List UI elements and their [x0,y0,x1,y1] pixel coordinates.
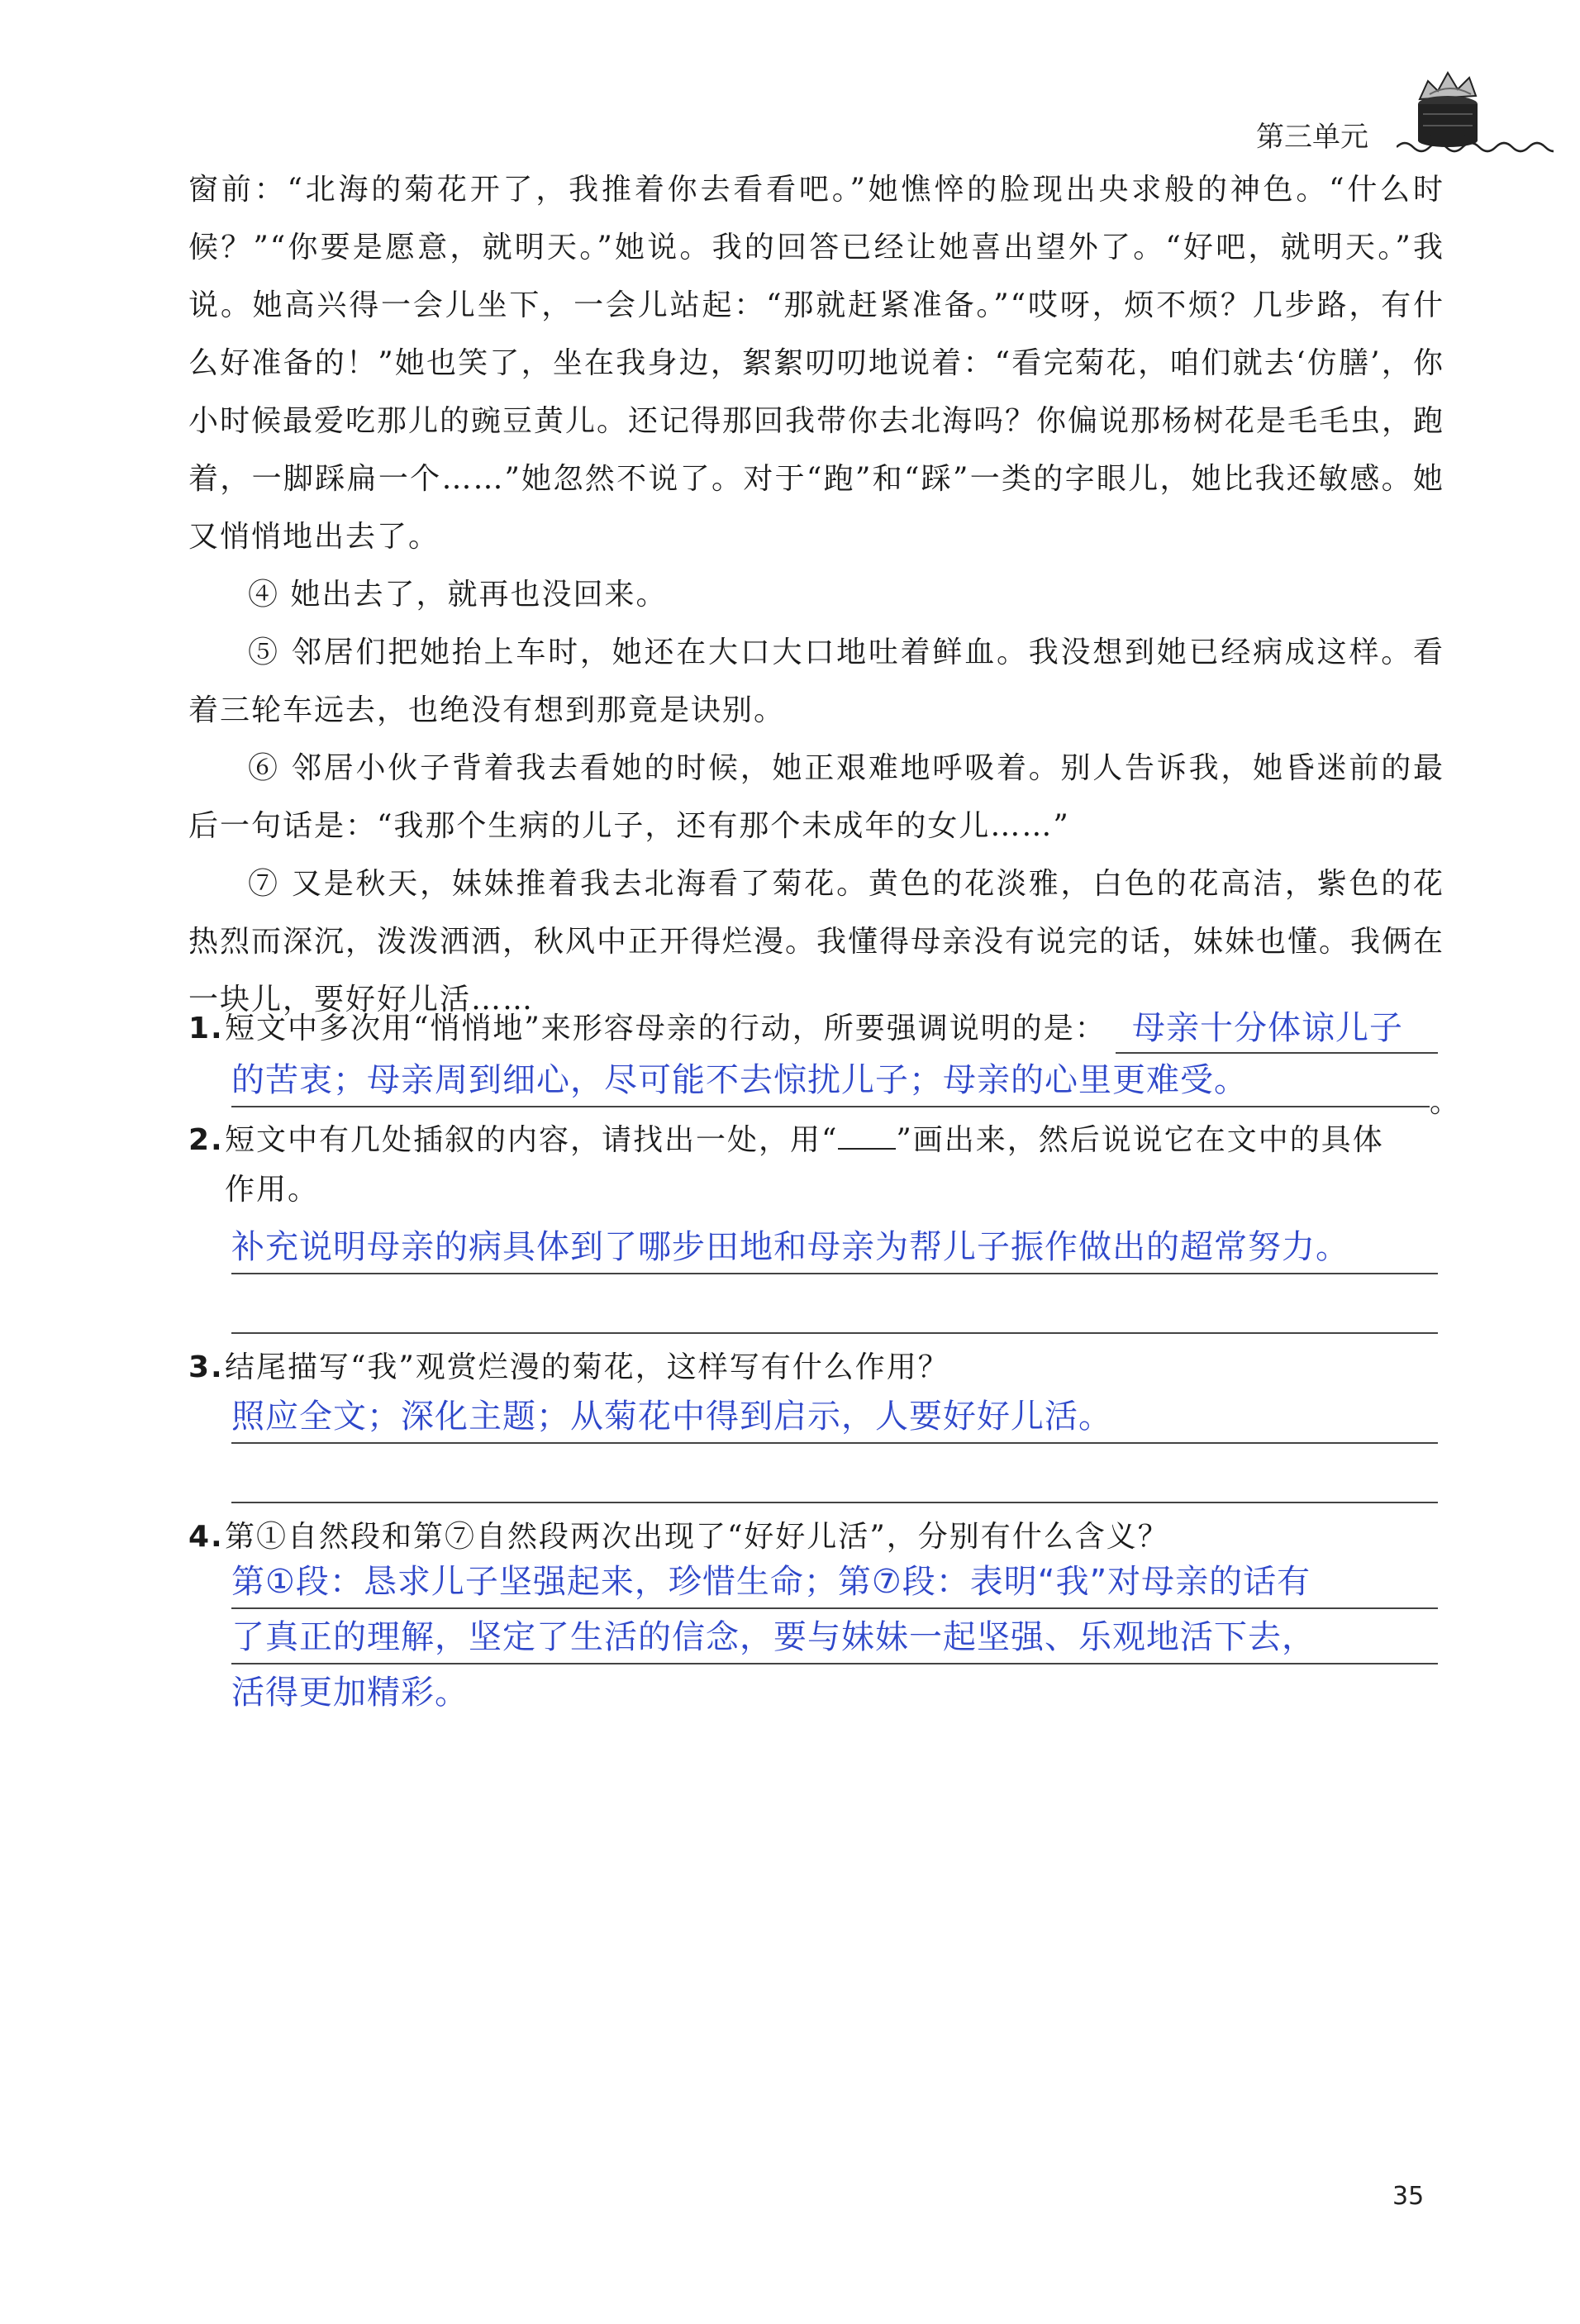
question-number: 1. [188,1012,224,1045]
answer-text: 母亲十分体谅儿子 [1132,1009,1403,1047]
answer-line[interactable] [231,1554,1438,1609]
answer-line[interactable] [231,1274,1438,1334]
answer-line[interactable] [231,1384,1438,1444]
question-text: 第①自然段和第⑦自然段两次出现了“好好儿活”，分别有什么含义？ [225,1520,1169,1554]
answer-line[interactable] [231,1048,1430,1107]
answer-line[interactable] [1116,1004,1438,1054]
paragraph-continued: 窗前：“北海的菊花开了，我推着你去看看吧。”她憔悴的脸现出央求般的神色。“什么时候？”“你要是愿意，就明天。”她说。我的回答已经让她喜出望外了。“好吧，就明天。”我说。她高兴得一会儿坐下，一会儿站起：“那就赶紧准备。”“哎呀，烦不烦？几步路，有什么好准备的！”她也笑了，坐在我身边，絮絮叨叨地说着：“看完菊花，咱们就去‘仿膳’，你小时候最爱吃那儿的豌豆黄儿。还记得那回我带你去北海吗？你偏说那杨树花是毛毛虫，跑着，一脚踩扁一个……”她忽然不说了。对于“跑”和“踩”一类的字眼儿，她比我还敏感。她又悄悄地出去了。 [188,173,1445,554]
question-number: 2. [188,1123,224,1157]
paragraph-6: ⑥ 邻居小伙子背着我去看她的时候，她正艰难地呼吸着。别人告诉我，她昏迷前的最后一句话是：“我那个生病的儿子，还有那个未成年的女儿……” [188,751,1444,843]
paragraph-4: ④ 她出去了，就再也没回来。 [248,578,668,612]
answer-text: 第①段：恳求儿子坚强起来，珍惜生命；第⑦段：表明“我”对母亲的话有 [231,1563,1311,1601]
answer-area-3[interactable] [231,1384,1438,1503]
answer-text: 照应全文；深化主题；从菊花中得到启示，人要好好儿活。 [231,1398,1112,1436]
wave-icon [1397,139,1554,155]
question-2 [188,1116,1444,1215]
question-text: 短文中有几处插叙的内容，请找出一处，用“ [225,1123,839,1157]
unit-label: 第三单元 [1256,121,1368,154]
answer-line[interactable] [231,1215,1438,1274]
answer-line[interactable] [231,1444,1438,1503]
question-text: 结尾描写“我”观赏烂漫的菊花，这样写有什么作用？ [225,1350,949,1384]
passage [188,161,1444,1029]
question-text: 短文中多次用“悄悄地”来形容母亲的行动，所要强调说明的是： [225,1012,1106,1045]
question-number: 4. [188,1520,224,1554]
answer-text: 活得更加精彩。 [231,1674,469,1712]
answer-line[interactable] [231,1609,1438,1664]
underline-sample [838,1123,896,1150]
book-stack-icon [1405,58,1496,149]
answer-area-1[interactable] [231,1048,1430,1107]
answer-area-2[interactable] [231,1215,1438,1334]
answer-text: 补充说明母亲的病具体到了哪步田地和母亲为帮儿子振作做出的超常努力。 [231,1228,1349,1266]
paragraph-5: ⑤ 邻居们把她抬上车时，她还在大口大口地吐着鲜血。我没想到她已经病成这样。看着三轮车远去，也绝没有想到那竟是诀别。 [188,636,1444,727]
question-text: 作用。 [225,1173,320,1207]
answer-text: 了真正的理解，坚定了生活的信念，要与妹妹一起坚强、乐观地活下去， [231,1618,1316,1656]
question-text: ”画出来，然后说说它在文中的具体 [896,1123,1384,1157]
answer-text: 的苦衷；母亲周到细心，尽可能不去惊扰儿子；母亲的心里更难受。 [231,1061,1248,1099]
page-number: 35 [1392,2182,1425,2211]
answer-line[interactable] [231,1664,1438,1718]
answer-area-4[interactable] [231,1554,1438,1718]
question-number: 3. [188,1350,224,1384]
paragraph-7: ⑦ 又是秋天，妹妹推着我去北海看了菊花。黄色的花淡雅，白色的花高洁，紫色的花热烈而深沉，泼泼洒洒，秋风中正开得烂漫。我懂得母亲没有说完的话，妹妹也懂。我俩在一块儿，要好好儿活…… [188,867,1445,1017]
period-mark: 。 [1430,1085,1460,1119]
